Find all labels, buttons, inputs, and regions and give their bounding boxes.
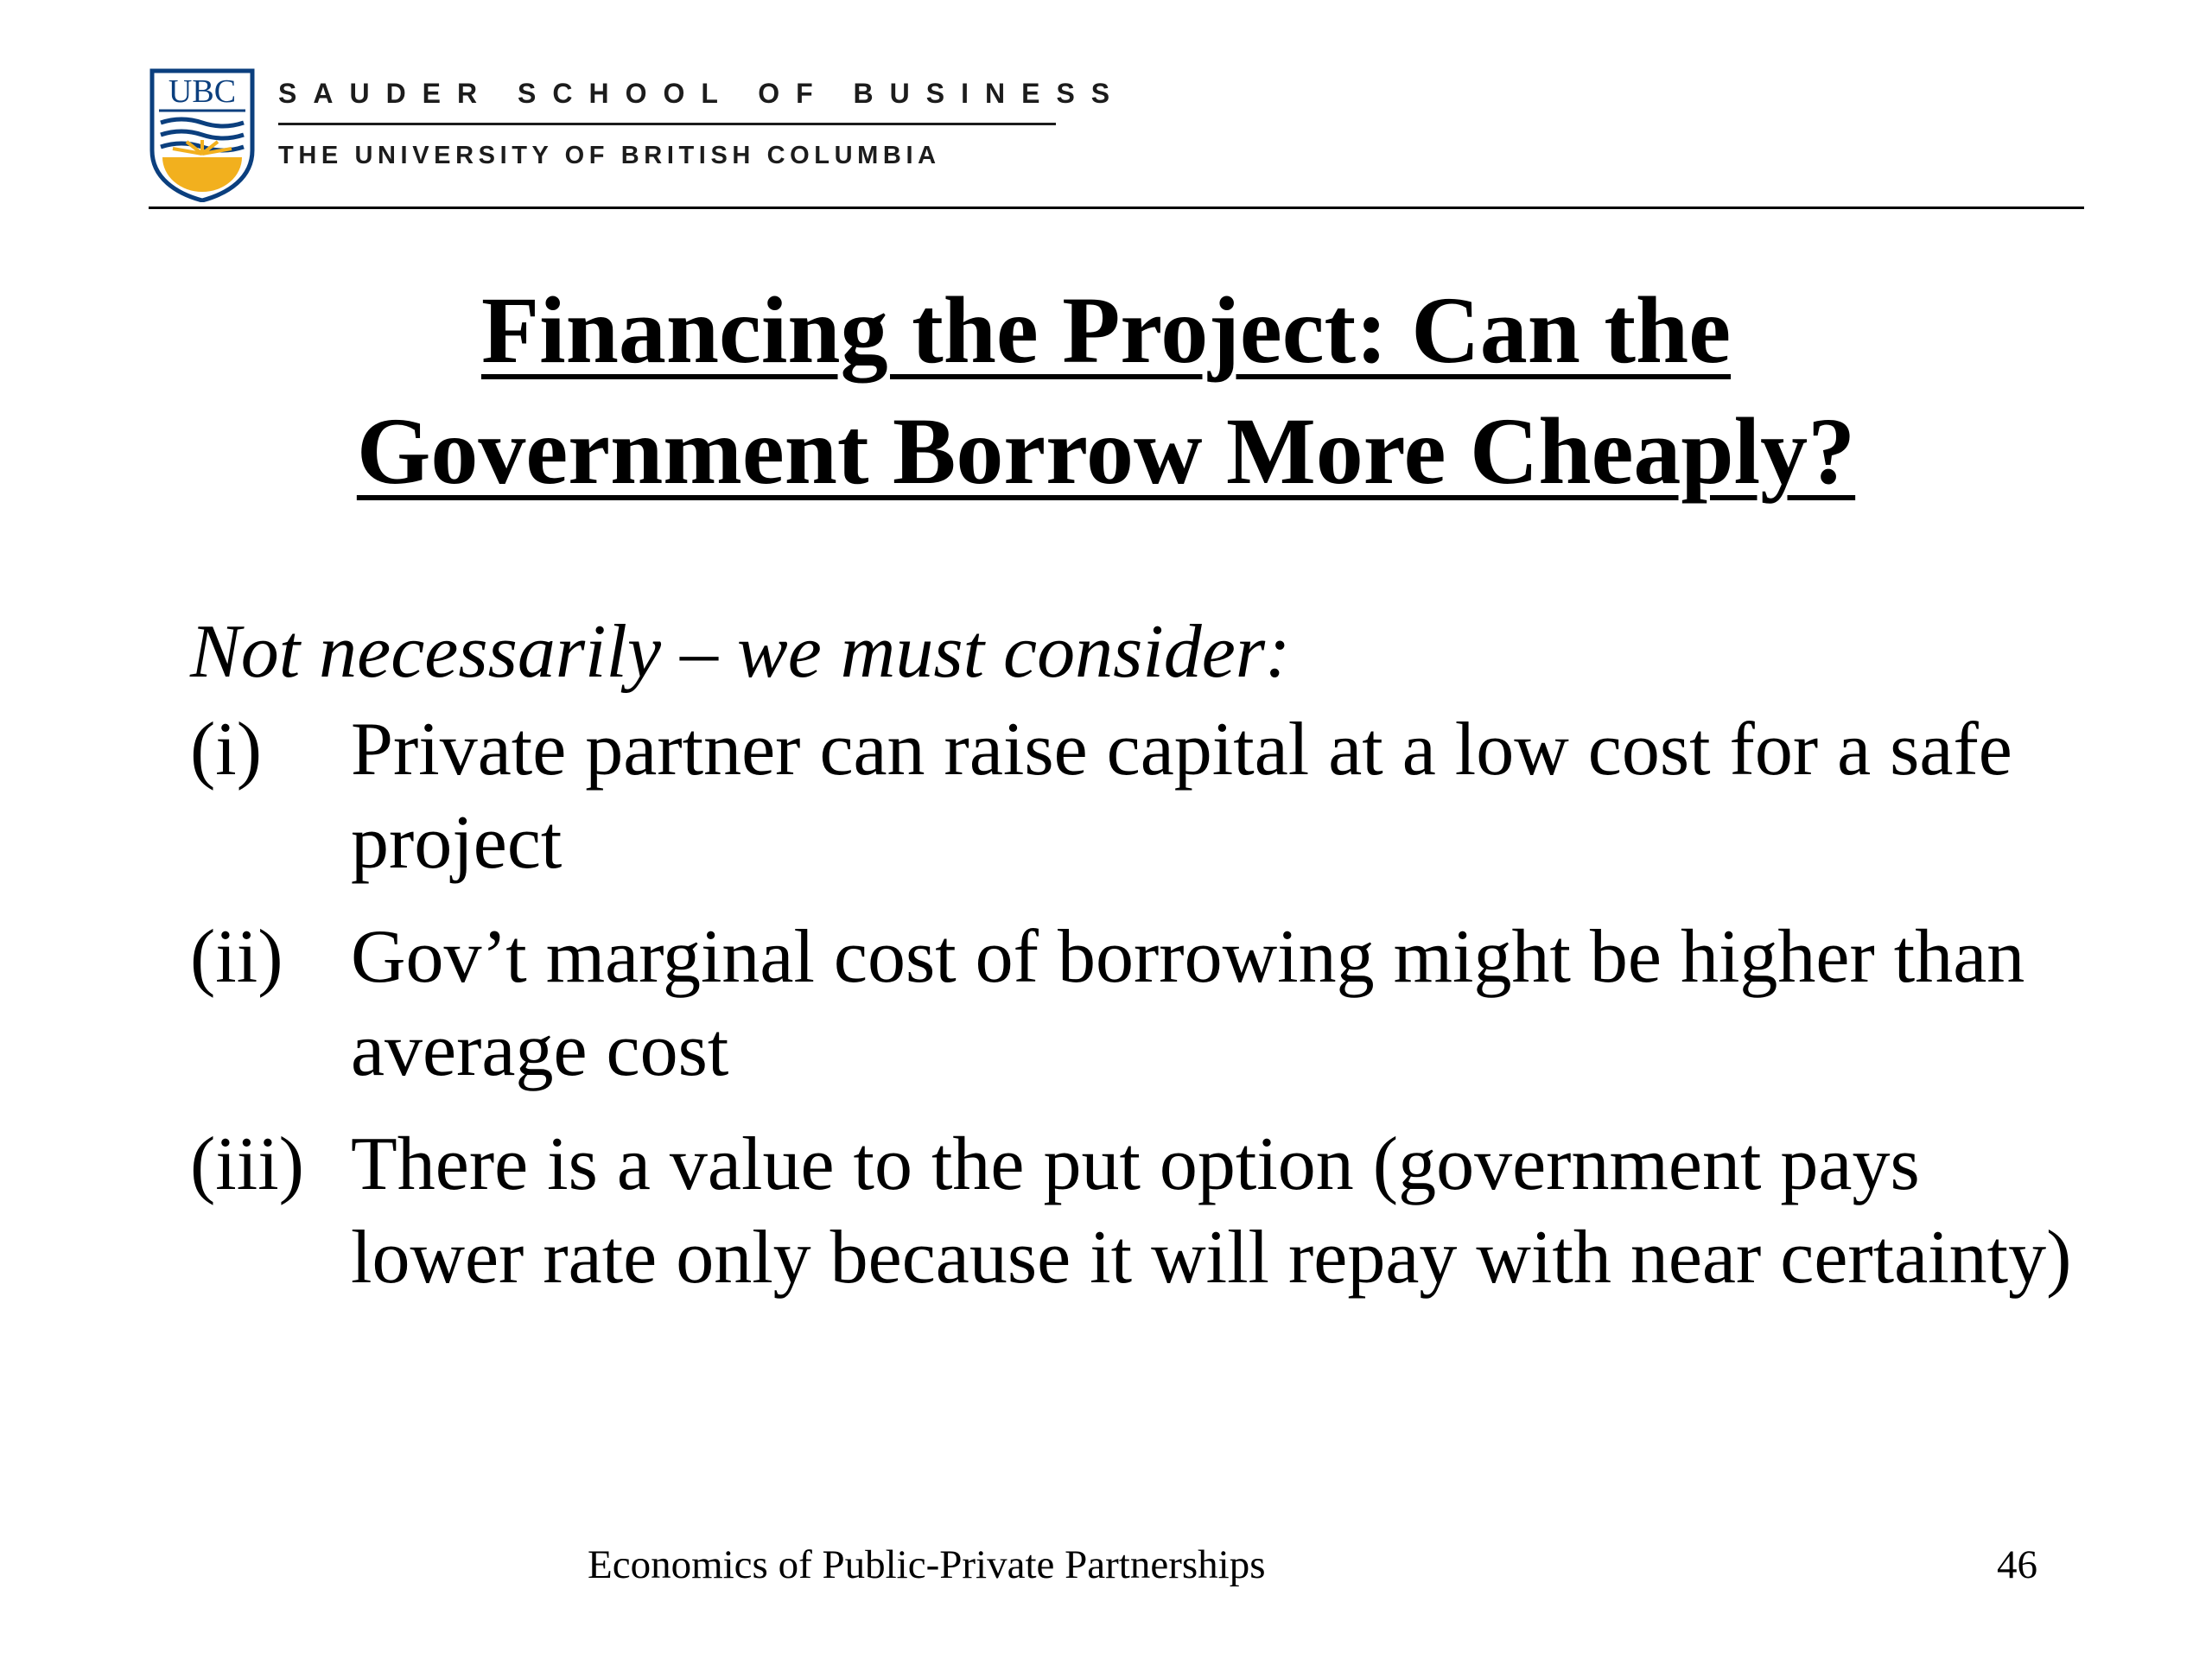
header — [149, 67, 2084, 207]
slide-number: 46 — [1997, 1542, 2037, 1587]
slide-title — [0, 270, 2212, 512]
list-item — [190, 911, 2091, 1097]
slide-body — [190, 605, 2091, 1325]
list-item-text: Gov’t marginal cost of borrowing might be higher than average cost — [351, 915, 2025, 1092]
list-item — [190, 1118, 2091, 1305]
university-name: THE UNIVERSITY OF BRITISH COLUMBIA — [278, 142, 941, 169]
header-divider — [278, 123, 1056, 125]
list-item-text: There is a value to the put option (government pays lower rate only because it will repay with near certainty) — [351, 1122, 2072, 1300]
list-item — [190, 703, 2091, 890]
list-item-marker: (i) — [190, 708, 263, 791]
slide-title-line-2: Government Borrow More Cheaply? — [356, 398, 1856, 504]
crest-logo-text: UBC — [168, 73, 237, 110]
lead-text: Not necessarily – we must consider: — [190, 610, 1291, 694]
slide-title-line-1: Financing the Project: Can the — [480, 277, 1732, 383]
header-rule — [149, 207, 2084, 209]
ubc-crest-logo — [149, 67, 256, 202]
school-name: SAUDER SCHOOL OF BUSINESS — [278, 78, 1127, 109]
footer-title: Economics of Public-Private Partnerships — [588, 1542, 1266, 1587]
list-item-marker: (iii) — [190, 1122, 304, 1206]
list-item-marker: (ii) — [190, 915, 283, 999]
list-item-text: Private partner can raise capital at a low cost for a safe project — [351, 708, 2012, 885]
